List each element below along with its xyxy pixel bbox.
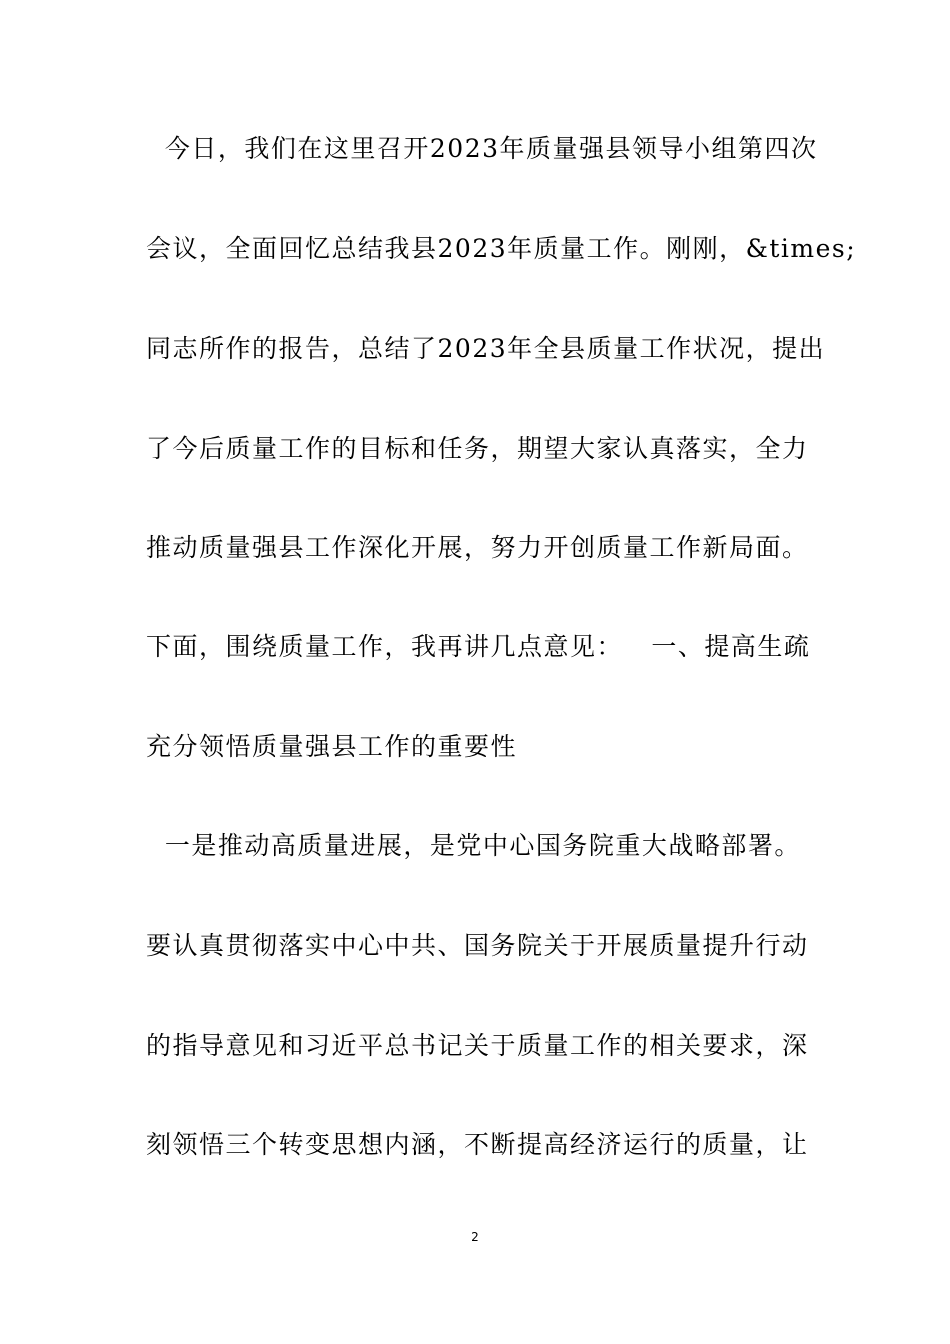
- body-text-line-3: 同志所作的报告，总结了2023年全县质量工作状况，提出: [146, 334, 826, 363]
- body-text-line-9: 要认真贯彻落实中心中共、国务院关于开展质量提升行动: [146, 931, 809, 960]
- body-text-line-4: 了今后质量工作的目标和任务，期望大家认真落实，全力: [146, 434, 809, 463]
- section-heading-line: 充分领悟质量强县工作的重要性: [146, 732, 518, 761]
- body-text-line-11: 刻领悟三个转变思想内涵，不断提高经济运行的质量，让: [146, 1130, 809, 1159]
- body-text-line-5: 推动质量强县工作深化开展，努力开创质量工作新局面。: [146, 533, 809, 562]
- body-text-line-8: 一是推动高质量进展，是党中心国务院重大战略部署。: [146, 831, 801, 860]
- body-text-line-10: 的指导意见和习近平总书记关于质量工作的相关要求，深: [146, 1031, 809, 1060]
- body-text-line-6: 下面，围绕质量工作，我再讲几点意见： 一、提高生疏: [146, 632, 811, 661]
- body-text-line-2: 会议，全面回忆总结我县2023年质量工作。刚刚，&times;: [146, 234, 857, 263]
- body-text-line-1: 今日，我们在这里召开2023年质量强县领导小组第四次: [146, 134, 818, 163]
- page-number: 2: [471, 1230, 479, 1244]
